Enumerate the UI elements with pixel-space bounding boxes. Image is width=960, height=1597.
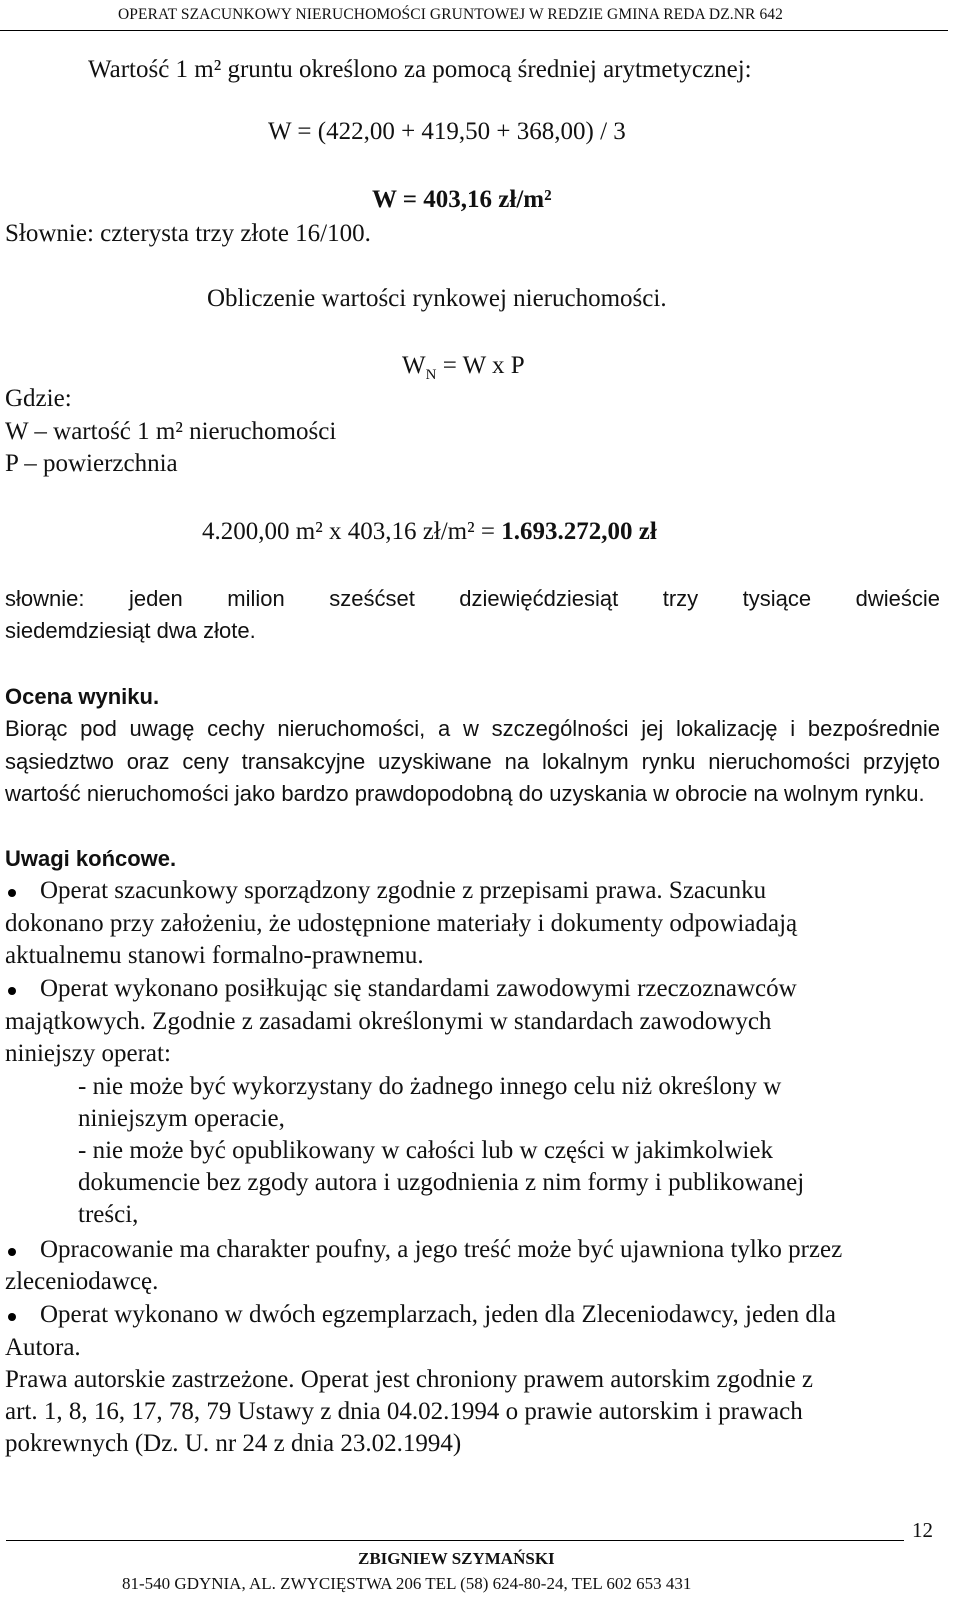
market-value-formula bbox=[402, 352, 525, 384]
formula-w: W bbox=[402, 352, 426, 379]
bullet-icon bbox=[8, 987, 16, 995]
final-remarks-heading: Uwagi końcowe. bbox=[5, 846, 177, 871]
market-value-calculation bbox=[202, 518, 657, 546]
restriction-2-line1: - nie może być opublikowany w całości lub w części w jakimkolwiek bbox=[78, 1137, 773, 1164]
market-value-in-words-line2: siedemdziesiąt dwa złote. bbox=[5, 618, 256, 643]
header-rule bbox=[0, 30, 948, 31]
remark-3-line1: Opracowanie ma charakter poufny, a jego treść może być ujawniona tylko przez bbox=[40, 1236, 843, 1263]
restriction-2-line3: treści, bbox=[78, 1201, 139, 1228]
copyright-line3: pokrewnych (Dz. U. nr 24 z dnia 23.02.1994) bbox=[5, 1430, 462, 1457]
remark-3-line2: zleceniodawcę. bbox=[5, 1268, 159, 1295]
bullet-icon bbox=[8, 1313, 16, 1321]
average-in-words: Słownie: czterysta trzy złote 16/100. bbox=[5, 220, 371, 247]
average-intro: Wartość 1 m² gruntu określono za pomocą średniej arytmetycznej: bbox=[88, 56, 752, 83]
remark-4-line2: Autora. bbox=[5, 1334, 81, 1361]
restriction-1-line2: niniejszym operacie, bbox=[78, 1105, 285, 1132]
calculation-result: 1.693.272,00 zł bbox=[501, 518, 657, 545]
restriction-1-line1: - nie może być wykorzystany do żadnego innego celu niż określony w bbox=[78, 1073, 782, 1100]
formula-subscript: N bbox=[425, 367, 437, 383]
remark-2-line3: niniejszy operat: bbox=[5, 1040, 171, 1067]
market-value-in-words-line1: słownie: jeden milion sześćset dziewięćdziesiąt trzy tysiące dwieście bbox=[5, 586, 940, 611]
remark-1-line1: Operat szacunkowy sporządzony zgodnie z przepisami prawa. Szacunku bbox=[40, 877, 767, 904]
restriction-2-line2: dokumencie bez zgody autora i uzgodnienia z nim formy i publikowanej bbox=[78, 1169, 805, 1196]
remark-2-line1: Operat wykonano posiłkując się standardami zawodowymi rzeczoznawców bbox=[40, 975, 797, 1002]
remark-4-line1: Operat wykonano w dwóch egzemplarzach, jeden dla Zleceniodawcy, jeden dla bbox=[40, 1301, 836, 1328]
formula-rest: = W x P bbox=[436, 352, 525, 379]
average-formula: W = (422,00 + 419,50 + 368,00) / 3 bbox=[268, 118, 626, 145]
evaluation-text: Biorąc pod uwagę cechy nieruchomości, a w szczególności jej lokalizację i bezpośrednie sąsiedztwo oraz ceny transakcyjne uzyskiwane na lokalnym rynku nieruchomości przyjęto wartość nieruchomości jako bardzo prawdopodobną do uzyskania w obrocie na wolnym rynku. bbox=[5, 716, 940, 806]
copyright-line1: Prawa autorskie zastrzeżone. Operat jest chroniony prawem autorskim zgodnie z bbox=[5, 1366, 814, 1393]
footer-author-name: ZBIGNIEW SZYMAŃSKI bbox=[358, 1549, 555, 1568]
remark-1-line2: dokonano przy założeniu, że udostępnione materiały i dokumenty odpowiadają bbox=[5, 910, 798, 937]
footer-rule bbox=[6, 1540, 904, 1541]
where-label: Gdzie: bbox=[5, 385, 72, 412]
evaluation-heading: Ocena wyniku. bbox=[5, 684, 160, 709]
bullet-icon bbox=[8, 1248, 16, 1256]
remark-1-line3: aktualnemu stanowi formalno-prawnemu. bbox=[5, 942, 424, 969]
page-header-title: OPERAT SZACUNKOWY NIERUCHOMOŚCI GRUNTOWEJ W REDZIE GMINA REDA DZ.NR 642 bbox=[118, 6, 784, 23]
average-result: W = 403,16 zł/m² bbox=[372, 186, 552, 213]
definition-p: P – powierzchnia bbox=[5, 450, 178, 477]
remark-2-line2: majątkowych. Zgodnie z zasadami określonymi w standardach zawodowych bbox=[5, 1008, 772, 1035]
calculation-left: 4.200,00 m² x 403,16 zł/m² = bbox=[202, 518, 502, 545]
bullet-icon bbox=[8, 889, 16, 897]
footer-address: 81-540 GDYNIA, AL. ZWYCIĘSTWA 206 TEL (58) 624-80-24, TEL 602 653 431 bbox=[122, 1574, 692, 1593]
page-number: 12 bbox=[912, 1518, 933, 1542]
copyright-line2: art. 1, 8, 16, 17, 78, 79 Ustawy z dnia 04.02.1994 o prawie autorskim i prawach bbox=[5, 1398, 803, 1425]
definition-w: W – wartość 1 m² nieruchomości bbox=[5, 418, 337, 445]
market-value-heading: Obliczenie wartości rynkowej nieruchomości. bbox=[207, 285, 667, 312]
